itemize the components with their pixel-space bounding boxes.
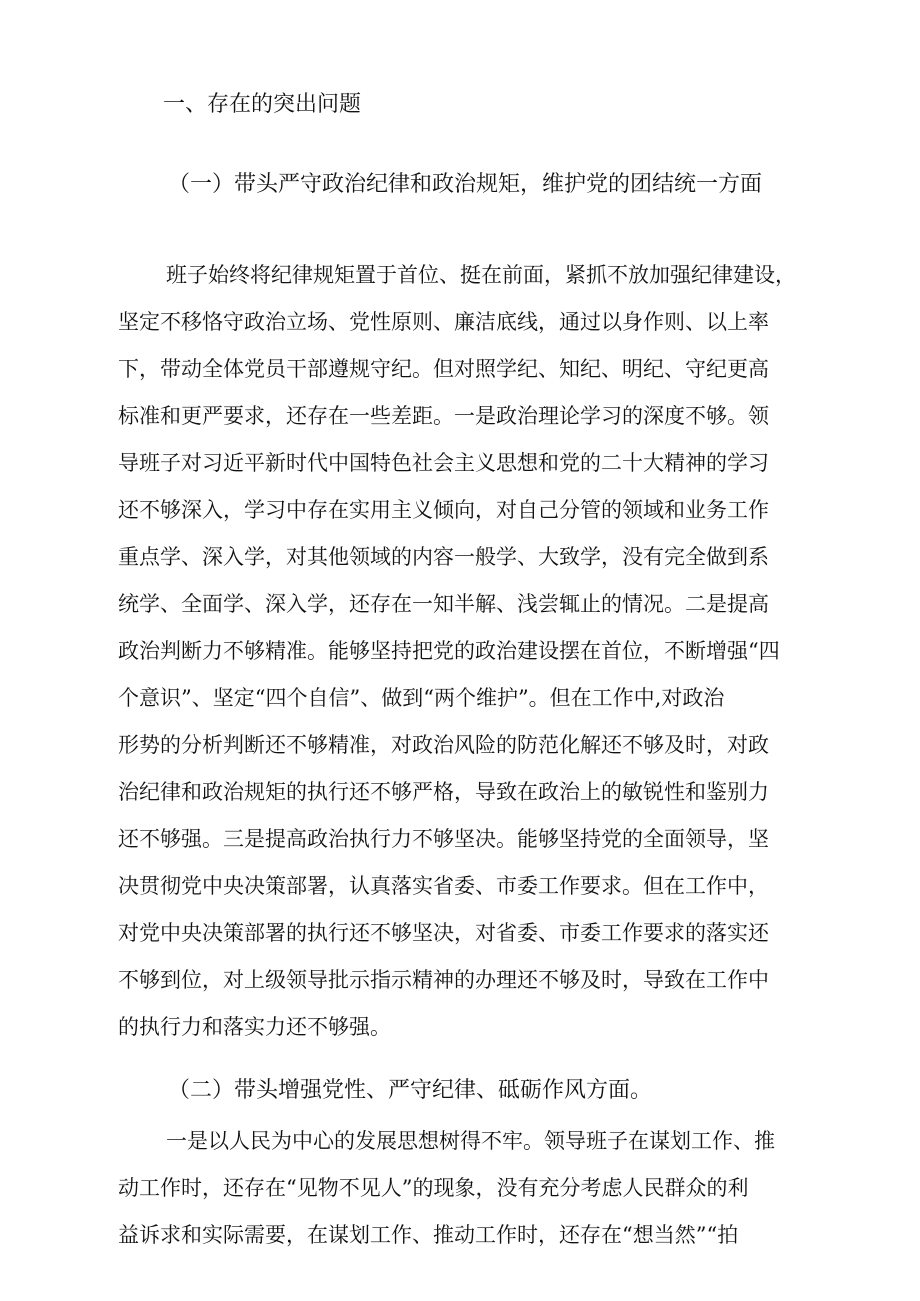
paragraph-line: 重点学、深入学，对其他领域的内容一般学、大致学，没有完全做到系: [118, 545, 769, 569]
paragraph-line: 个意识”、坚定“四个自信”、做到“两个维护”。但在工作中,对政治: [118, 686, 725, 710]
paragraph-line: 坚定不移恪守政治立场、党性原则、廉洁底线，通过以身作则、以上率: [118, 310, 769, 334]
paragraph-line: 形势的分析判断还不够精准，对政治风险的防范化解还不够及时，对政: [118, 733, 769, 757]
paragraph-line: 还不够深入，学习中存在实用主义倾向，对自己分管的领域和业务工作: [118, 498, 769, 522]
paragraph-1: [118, 252, 858, 1051]
paragraph-line: 标准和更严要求，还存在一些差距。一是政治理论学习的深度不够。领: [118, 404, 769, 428]
subsection-heading-1: （一）带头严守政治纪律和政治规矩，维护党的团结统一方面: [168, 172, 763, 197]
paragraph-line: 统学、全面学、深入学，还存在一知半解、浅尝辄止的情况。二是提高: [118, 592, 769, 616]
paragraph-line: 对党中央决策部署的执行还不够坚决，对省委、市委工作要求的落实还: [118, 921, 769, 945]
section-heading: 一、存在的突出问题: [163, 92, 362, 117]
paragraph-line: 益诉求和实际需要，在谋划工作、推动工作时，还存在“想当然”“拍: [118, 1223, 739, 1247]
paragraph-line: 的执行力和落实力还不够强。: [118, 1015, 391, 1039]
paragraph-line: 导班子对习近平新时代中国特色社会主义思想和党的二十大精神的学习: [118, 451, 769, 475]
subsection-heading-2: （二）带头增强党性、严守纪律、砥砺作风方面。: [168, 1078, 653, 1103]
paragraph-line: 下，带动全体党员干部遵规守纪。但对照学纪、知纪、明纪、守纪更高: [118, 357, 769, 381]
paragraph-line: 班子始终将纪律规矩置于首位、挺在前面，紧抓不放加强纪律建设，: [166, 263, 796, 287]
paragraph-2: [118, 1118, 858, 1259]
paragraph-line: 政治判断力不够精准。能够坚持把党的政治建设摆在首位，不断增强“四: [118, 639, 780, 663]
paragraph-line: 一是以人民为中心的发展思想树得不牢。领导班子在谋划工作、推: [166, 1129, 775, 1153]
paragraph-line: 还不够强。三是提高政治执行力不够坚决。能够坚持党的全面领导，坚: [118, 827, 769, 851]
paragraph-line: 动工作时，还存在“见物不见人”的现象，没有充分考虑人民群众的利: [118, 1176, 749, 1200]
paragraph-line: 决贯彻党中央决策部署，认真落实省委、市委工作要求。但在工作中，: [118, 874, 769, 898]
paragraph-line: 不够到位，对上级领导批示指示精神的办理还不够及时，导致在工作中: [118, 968, 769, 992]
paragraph-line: 治纪律和政治规矩的执行还不够严格，导致在政治上的敏锐性和鉴别力: [118, 780, 769, 804]
